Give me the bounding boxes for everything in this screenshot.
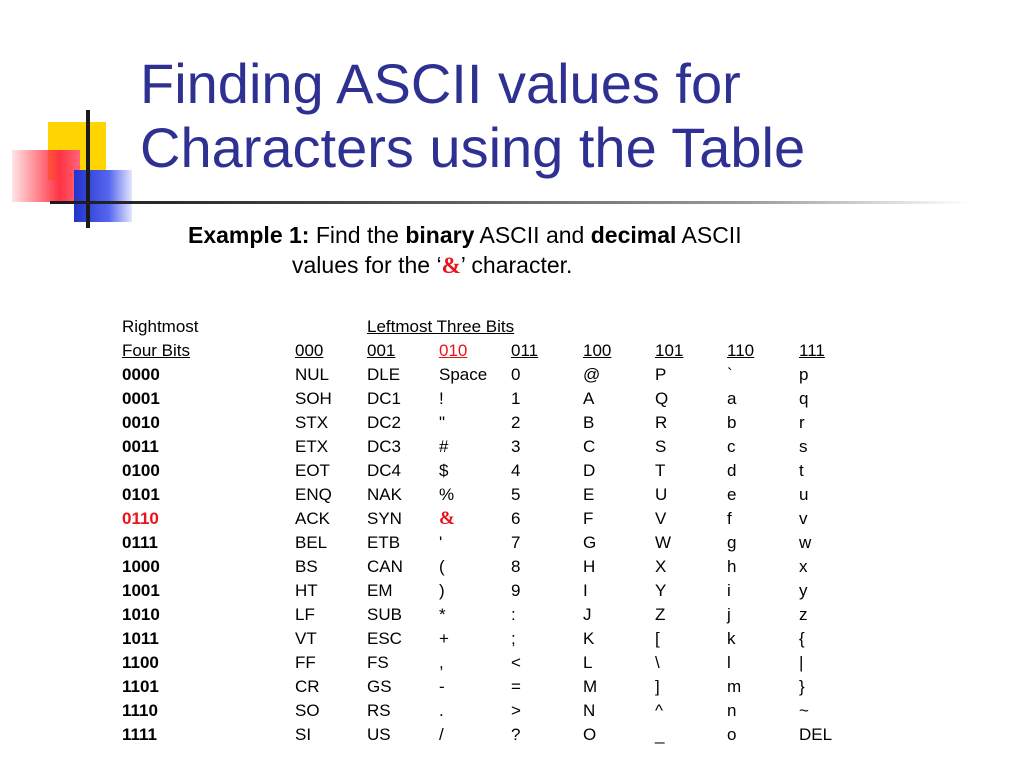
table-cell: # <box>439 437 449 456</box>
table-cell: q <box>799 389 809 408</box>
table-cell: G <box>583 533 597 552</box>
table-cell: A <box>583 389 595 408</box>
table-cell: H <box>583 557 596 576</box>
table-cell: j <box>727 605 731 624</box>
table-cell: N <box>583 701 596 720</box>
table-cell: LF <box>295 605 315 624</box>
header-four-bits: Four Bits <box>122 341 191 360</box>
table-cell: d <box>727 461 737 480</box>
table-cell: V <box>655 509 667 528</box>
table-cell: DLE <box>367 365 401 384</box>
table-cell: = <box>511 677 521 696</box>
row-bits: 1101 <box>122 677 159 696</box>
table-cell: BEL <box>295 533 328 552</box>
table-cell: 2 <box>511 413 521 432</box>
table-cell: / <box>439 725 444 744</box>
table-row <box>118 723 867 747</box>
table-header-row <box>118 339 867 363</box>
table-cell: E <box>583 485 595 504</box>
table-cell: ETX <box>295 437 329 456</box>
table-cell: _ <box>655 725 665 744</box>
column-header-001: 001 <box>367 341 396 360</box>
table-cell: } <box>799 677 805 696</box>
table-cell: ; <box>511 629 516 648</box>
row-bits: 1011 <box>122 629 159 648</box>
table-row <box>118 531 867 555</box>
decorative-blue-square <box>74 170 132 222</box>
table-cell: + <box>439 629 449 648</box>
table-cell: K <box>583 629 595 648</box>
table-cell: DC4 <box>367 461 402 480</box>
table-cell: y <box>799 581 808 600</box>
table-cell: ) <box>439 581 445 600</box>
table-row <box>118 651 867 675</box>
table-cell: BS <box>295 557 318 576</box>
table-cell: DC1 <box>367 389 402 408</box>
table-cell: B <box>583 413 595 432</box>
table-cell: z <box>799 605 808 624</box>
table-row <box>118 483 867 507</box>
table-cell: Z <box>655 605 666 624</box>
table-cell: " <box>439 413 446 432</box>
table-cell: STX <box>295 413 329 432</box>
decorative-horizontal-line <box>50 201 970 204</box>
column-header-011: 011 <box>511 341 539 360</box>
example-label: Example 1: <box>188 222 310 248</box>
table-cell: & <box>439 508 455 529</box>
table-row <box>118 579 867 603</box>
table-cell: g <box>727 533 737 552</box>
row-bits: 0001 <box>122 389 160 408</box>
table-cell: m <box>727 677 742 696</box>
example-word-binary: binary <box>405 222 475 248</box>
table-cell: Y <box>655 581 667 600</box>
table-cell: I <box>583 581 588 600</box>
ascii-table <box>118 315 867 747</box>
table-cell: SO <box>295 701 320 720</box>
table-cell: ! <box>439 389 444 408</box>
table-cell: k <box>727 629 736 648</box>
row-bits: 0010 <box>122 413 160 432</box>
row-bits: 0000 <box>122 365 160 384</box>
table-cell: 5 <box>511 485 521 504</box>
row-bits: 1010 <box>122 605 160 624</box>
table-cell: h <box>727 557 737 576</box>
table-cell: , <box>439 653 444 672</box>
table-cell: % <box>439 485 455 504</box>
table-cell: 4 <box>511 461 521 480</box>
table-cell: < <box>511 653 521 672</box>
example-text-part: ASCII <box>676 222 742 248</box>
table-cell: | <box>799 653 804 672</box>
table-cell: e <box>727 485 737 504</box>
table-cell: a <box>727 389 737 408</box>
table-row <box>118 627 867 651</box>
example-text-part: ’ character. <box>460 252 573 278</box>
table-cell: ETB <box>367 533 401 552</box>
table-row <box>118 507 867 531</box>
table-cell: EOT <box>295 461 330 480</box>
table-cell: D <box>583 461 596 480</box>
table-cell: v <box>799 509 808 528</box>
table-cell: ~ <box>799 701 809 720</box>
table-cell: M <box>583 677 598 696</box>
header-rightmost: Rightmost <box>122 317 199 336</box>
table-cell: FF <box>295 653 316 672</box>
table-cell: CAN <box>367 557 403 576</box>
table-cell: J <box>583 605 592 624</box>
table-cell: 9 <box>511 581 521 600</box>
table-cell: CR <box>295 677 320 696</box>
table-cell: Q <box>655 389 669 408</box>
row-bits: 0100 <box>122 461 160 480</box>
table-cell: O <box>583 725 597 744</box>
example-text-part: values for the ‘ <box>292 252 442 278</box>
table-cell: 3 <box>511 437 521 456</box>
example-highlight-char: & <box>441 253 461 278</box>
table-cell: GS <box>367 677 392 696</box>
table-cell: 1 <box>511 389 521 408</box>
table-cell: L <box>583 653 593 672</box>
example-word-decimal: decimal <box>590 222 677 248</box>
example-line2 <box>188 250 888 281</box>
header-spacer <box>291 315 363 339</box>
table-cell: ^ <box>655 701 663 720</box>
table-row <box>118 363 867 387</box>
table-cell: 0 <box>511 365 521 384</box>
row-bits: 1111 <box>122 725 158 744</box>
table-cell: n <box>727 701 737 720</box>
header-leftmost: Leftmost Three Bits <box>367 317 515 336</box>
table-cell: x <box>799 557 808 576</box>
table-cell: 7 <box>511 533 521 552</box>
example-text <box>188 220 888 281</box>
table-cell: EM <box>367 581 393 600</box>
table-cell: P <box>655 365 667 384</box>
table-cell: f <box>727 509 732 528</box>
table-cell: ? <box>511 725 521 744</box>
table-cell: SOH <box>295 389 332 408</box>
table-cell: ] <box>655 677 660 696</box>
table-cell: SUB <box>367 605 402 624</box>
decorative-red-square <box>12 150 80 202</box>
table-row <box>118 555 867 579</box>
table-cell: 6 <box>511 509 521 528</box>
column-header-000: 000 <box>295 341 324 360</box>
column-header-101: 101 <box>655 341 684 360</box>
table-cell: ` <box>727 365 733 384</box>
table-cell: o <box>727 725 737 744</box>
table-cell: l <box>727 653 731 672</box>
table-cell: X <box>655 557 667 576</box>
example-text-part: Find the <box>309 222 406 248</box>
table-cell: . <box>439 701 444 720</box>
table-cell: US <box>367 725 391 744</box>
table-cell: [ <box>655 629 660 648</box>
table-cell: DC2 <box>367 413 402 432</box>
table-cell: W <box>655 533 672 552</box>
row-bits: 1000 <box>122 557 160 576</box>
table-cell: ENQ <box>295 485 332 504</box>
table-cell: i <box>727 581 731 600</box>
table-cell: F <box>583 509 594 528</box>
column-header-110: 110 <box>727 341 755 360</box>
table-cell: : <box>511 605 516 624</box>
table-cell: RS <box>367 701 391 720</box>
row-bits: 1001 <box>122 581 160 600</box>
table-cell: r <box>799 413 805 432</box>
slide-title-line2: Characters using the Table <box>140 116 806 179</box>
table-cell: T <box>655 461 666 480</box>
example-text-part: ASCII and <box>474 222 591 248</box>
table-row <box>118 459 867 483</box>
table-cell: { <box>799 629 805 648</box>
table-cell: ACK <box>295 509 330 528</box>
decorative-vertical-line <box>86 110 90 228</box>
table-cell: SYN <box>367 509 402 528</box>
table-cell: - <box>439 677 445 696</box>
table-row <box>118 435 867 459</box>
table-row <box>118 699 867 723</box>
table-cell: s <box>799 437 808 456</box>
table-cell: w <box>799 533 812 552</box>
table-cell: t <box>799 461 804 480</box>
table-cell: @ <box>583 365 601 384</box>
table-cell: > <box>511 701 521 720</box>
column-header-010: 010 <box>439 341 468 360</box>
table-cell: ( <box>439 557 445 576</box>
table-cell: Space <box>439 365 488 384</box>
table-cell: * <box>439 605 446 624</box>
table-cell: NUL <box>295 365 330 384</box>
row-bits: 0011 <box>122 437 159 456</box>
table-row <box>118 387 867 411</box>
table-cell: ' <box>439 533 443 552</box>
row-bits: 0110 <box>122 509 159 528</box>
table-cell: $ <box>439 461 449 480</box>
row-bits: 0101 <box>122 485 160 504</box>
table-cell: u <box>799 485 809 504</box>
row-bits: 1110 <box>122 701 158 720</box>
table-cell: NAK <box>367 485 402 504</box>
table-row <box>118 411 867 435</box>
table-cell: ESC <box>367 629 402 648</box>
table-cell: HT <box>295 581 318 600</box>
column-header-111: 111 <box>799 341 825 360</box>
slide-title <box>140 52 805 180</box>
row-bits: 0111 <box>122 533 158 552</box>
table-cell: FS <box>367 653 389 672</box>
table-cell: DC3 <box>367 437 402 456</box>
table-cell: R <box>655 413 668 432</box>
table-cell: S <box>655 437 667 456</box>
table-row <box>118 603 867 627</box>
table-header-row <box>118 315 867 339</box>
table-cell: 8 <box>511 557 521 576</box>
row-bits: 1100 <box>122 653 159 672</box>
table-cell: U <box>655 485 668 504</box>
column-header-100: 100 <box>583 341 612 360</box>
table-cell: p <box>799 365 809 384</box>
table-cell: VT <box>295 629 317 648</box>
table-row <box>118 675 867 699</box>
table-cell: c <box>727 437 736 456</box>
table-cell: C <box>583 437 596 456</box>
table-cell: SI <box>295 725 312 744</box>
table-cell: b <box>727 413 737 432</box>
slide-title-line1: Finding ASCII values for <box>140 52 741 115</box>
table-cell: DEL <box>799 725 833 744</box>
table-cell: \ <box>655 653 660 672</box>
